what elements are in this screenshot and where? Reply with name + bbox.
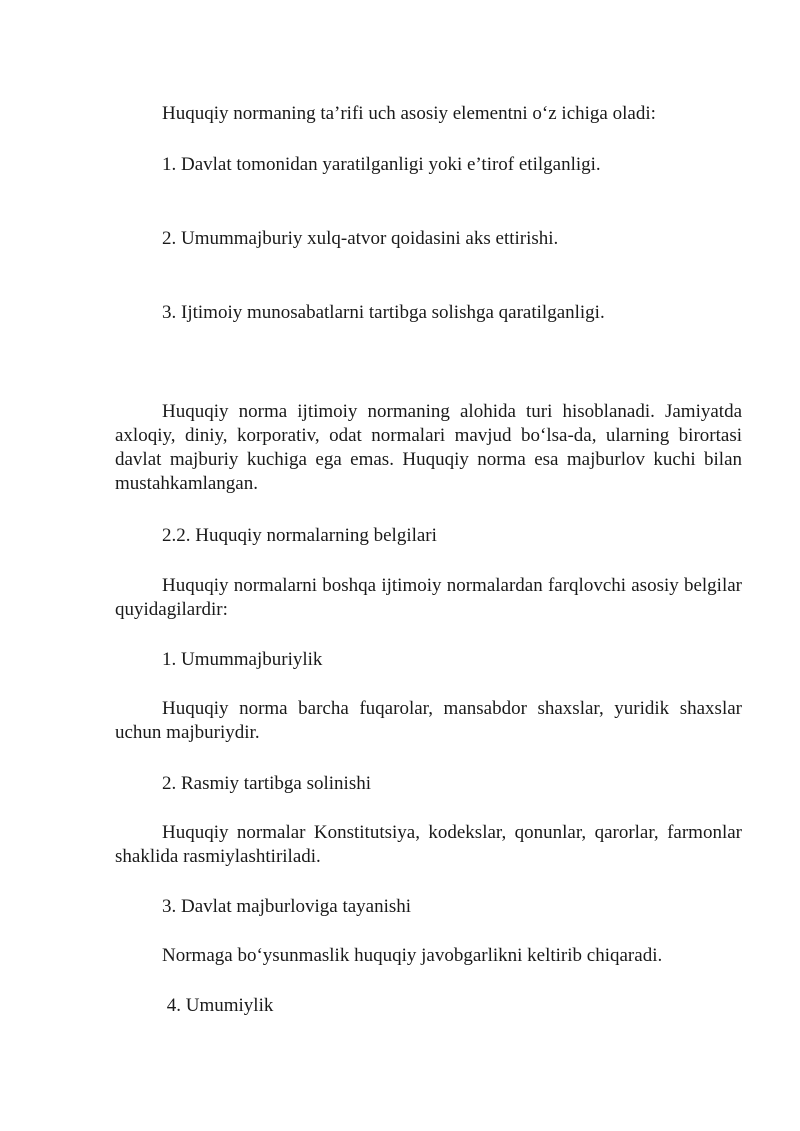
- intro-paragraph: Huquqiy normaning ta’rifi uch asosiy elementni o‘z ichiga oladi:: [162, 103, 656, 124]
- feature-title-2: 2. Rasmiy tartibga solinishi: [162, 773, 371, 794]
- feature-title-3: 3. Davlat majburloviga tayanishi: [162, 896, 412, 917]
- element-item-3: 3. Ijtimoiy munosabatlarni tartibga solishga qaratilganligi.: [162, 302, 605, 323]
- element-item-1: 1. Davlat tomonidan yaratilganligi yoki e’tirof etilganligi.: [162, 154, 601, 175]
- features-intro-paragraph: Huquqiy normalarni boshqa ijtimoiy normalardan farqlovchi asosiy belgilar quyidagilardir:: [115, 575, 742, 620]
- element-item-2: 2. Umummajburiy xulq-atvor qoidasini aks ettirishi.: [162, 228, 559, 249]
- feature-text-1: Huquqiy norma barcha fuqarolar, mansabdor shaxslar, yuridik shaxslar uchun majburiydir.: [115, 698, 742, 743]
- section-heading: 2.2. Huquqiy normalarning belgilari: [162, 525, 437, 546]
- social-norm-paragraph: Huquqiy norma ijtimoiy normaning alohida turi hisoblanadi. Jamiyatda axloqiy, diniy, korporativ, odat normalari mavjud bo‘lsa-da, ularning birortasi davlat majburiy kuchiga ega emas. Huquqiy norma esa majburlov kuchi bilan mustahkamlangan.: [115, 401, 742, 494]
- feature-title-4: 4. Umumiylik: [162, 995, 274, 1016]
- feature-text-3: Normaga bo‘ysunmaslik huquqiy javobgarlikni keltirib chiqaradi.: [162, 945, 663, 966]
- feature-text-2: Huquqiy normalar Konstitutsiya, kodekslar, qonunlar, qarorlar, farmonlar shaklida rasmiylashtiriladi.: [115, 822, 742, 867]
- feature-title-1: 1. Umummajburiylik: [162, 649, 323, 670]
